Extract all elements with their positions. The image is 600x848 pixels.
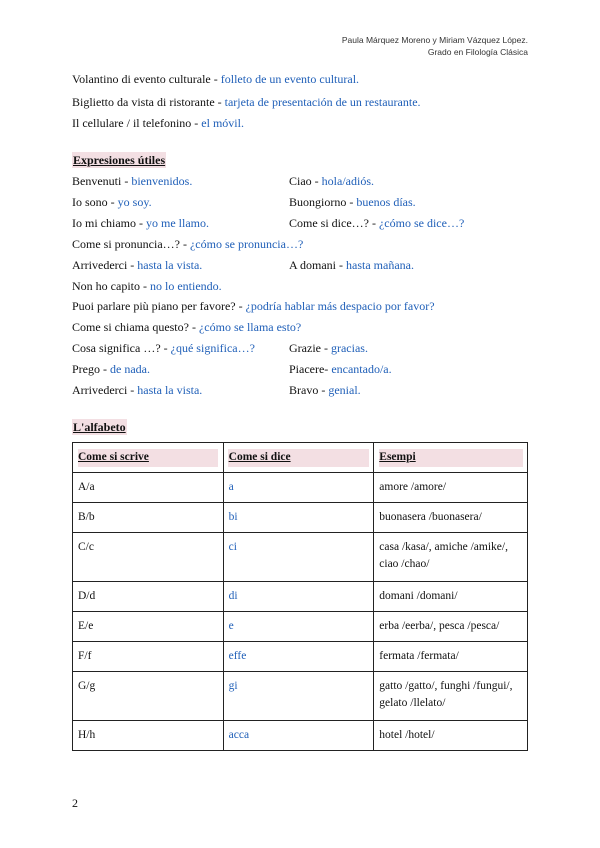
expression-right	[289, 194, 416, 210]
alphabet-table	[72, 442, 528, 751]
pronunciation-cell: a	[223, 473, 374, 503]
italian-phrase: Benvenuti -	[72, 174, 132, 188]
italian-phrase: Arrivederci -	[72, 258, 138, 272]
spanish-translation: ¿qué significa…?	[170, 341, 255, 355]
italian-phrase: Come si chiama questo? -	[72, 320, 199, 334]
italian-phrase: Non ho capito -	[72, 279, 150, 293]
spanish-translation: hasta la vista.	[137, 258, 203, 272]
pronunciation-cell: gi	[223, 672, 374, 721]
pronunciation-cell: bi	[223, 503, 374, 533]
italian-term: Biglietto da vista di ristorante -	[72, 95, 225, 109]
expression-left	[72, 278, 222, 294]
pronunciation-cell: ci	[223, 533, 374, 582]
table-header-row	[73, 443, 528, 473]
expression-left	[72, 319, 301, 335]
spanish-translation: no lo entiendo.	[149, 279, 222, 293]
expression-right	[289, 382, 361, 398]
spanish-translation: ¿cómo se llama esto?	[198, 320, 302, 334]
spanish-translation: folleto de un evento cultural.	[220, 72, 360, 86]
column-header-examples: Esempi	[374, 443, 528, 473]
italian-phrase: Prego -	[72, 362, 110, 376]
expressions-heading: Expresiones útiles	[73, 153, 166, 167]
header-degree: Grado en Filología Clásica	[427, 47, 528, 57]
italian-phrase: Puoi parlare più piano per favore? -	[72, 299, 246, 313]
italian-phrase: Arrivederci -	[72, 383, 138, 397]
table-row	[73, 642, 528, 672]
spanish-translation: tarjeta de presentación de un restaurante.	[224, 95, 421, 109]
spanish-translation: ¿cómo se pronuncia…?	[189, 237, 304, 251]
italian-phrase: Buongiorno -	[289, 195, 357, 209]
examples-cell: hotel /hotel/	[374, 721, 528, 751]
table-row	[73, 721, 528, 751]
pronunciation-cell: effe	[223, 642, 374, 672]
expression-right	[289, 215, 464, 231]
examples-cell: fermata /fermata/	[374, 642, 528, 672]
italian-phrase: Io sono -	[72, 195, 118, 209]
pronunciation-cell: acca	[223, 721, 374, 751]
spanish-translation: ¿podría hablar más despacio por favor?	[245, 299, 435, 313]
spanish-translation: hasta mañana.	[346, 258, 414, 272]
alphabet-heading: L'alfabeto	[73, 420, 126, 434]
column-header-written: Come si scrive	[73, 443, 224, 473]
page-header	[342, 34, 528, 58]
header-authors: Paula Márquez Moreno y Miriam Vázquez López.	[341, 35, 528, 45]
spanish-translation: bienvenidos.	[131, 174, 193, 188]
spanish-translation: yo me llamo.	[145, 216, 209, 230]
spanish-translation: encantado/a.	[331, 362, 392, 376]
spanish-translation: de nada.	[110, 362, 150, 376]
expression-right	[289, 340, 368, 356]
letter-cell: F/f	[73, 642, 224, 672]
spanish-translation: hola/adiós.	[321, 174, 374, 188]
examples-cell: amore /amore/	[374, 473, 528, 503]
spanish-translation: hasta la vista.	[137, 383, 203, 397]
table-row	[73, 612, 528, 642]
italian-phrase: A domani -	[289, 258, 346, 272]
intro-line-3	[72, 115, 244, 131]
examples-cell: erba /eerba/, pesca /pesca/	[374, 612, 528, 642]
spanish-translation: buenos días.	[356, 195, 416, 209]
italian-phrase: Come si dice…? -	[289, 216, 379, 230]
expression-left	[72, 173, 192, 189]
expression-left	[72, 361, 150, 377]
examples-cell: domani /domani/	[374, 582, 528, 612]
table-row	[73, 503, 528, 533]
column-header-said: Come si dice	[223, 443, 374, 473]
spanish-translation: yo soy.	[117, 195, 152, 209]
italian-phrase: Bravo -	[289, 383, 329, 397]
page-number: 2	[72, 796, 78, 810]
spanish-translation: ¿cómo se dice…?	[378, 216, 465, 230]
italian-phrase: Cosa significa …? -	[72, 341, 171, 355]
table-row	[73, 473, 528, 503]
expression-left	[72, 340, 255, 356]
spanish-translation: el móvil.	[201, 116, 244, 130]
table-row	[73, 582, 528, 612]
expression-left	[72, 257, 202, 273]
letter-cell: A/a	[73, 473, 224, 503]
pronunciation-cell: e	[223, 612, 374, 642]
expression-left	[72, 298, 435, 314]
letter-cell: D/d	[73, 582, 224, 612]
italian-term: Volantino di evento culturale -	[72, 72, 221, 86]
letter-cell: G/g	[73, 672, 224, 721]
examples-cell: casa /kasa/, amiche /amike/, ciao /chao/	[374, 533, 528, 582]
examples-cell: buonasera /buonasera/	[374, 503, 528, 533]
italian-phrase: Piacere-	[289, 362, 332, 376]
spanish-translation: gracias.	[330, 341, 368, 355]
letter-cell: E/e	[73, 612, 224, 642]
expression-left	[72, 382, 202, 398]
letter-cell: H/h	[73, 721, 224, 751]
examples-cell: gatto /gatto/, funghi /fungui/, gelato /llelato/	[374, 672, 528, 721]
italian-phrase: Come si pronuncia…? -	[72, 237, 190, 251]
italian-phrase: Io mi chiamo -	[72, 216, 146, 230]
expression-right	[289, 173, 374, 189]
intro-line-2	[72, 94, 421, 110]
spanish-translation: genial.	[328, 383, 361, 397]
letter-cell: C/c	[73, 533, 224, 582]
expression-left	[72, 194, 152, 210]
intro-line-1	[72, 71, 359, 87]
expression-right	[289, 361, 392, 377]
italian-phrase: Grazie -	[289, 341, 331, 355]
italian-phrase: Ciao -	[289, 174, 322, 188]
table-row	[73, 672, 528, 721]
expression-left	[72, 236, 303, 252]
table-row	[73, 533, 528, 582]
letter-cell: B/b	[73, 503, 224, 533]
italian-term: Il cellulare / il telefonino -	[72, 116, 202, 130]
pronunciation-cell: di	[223, 582, 374, 612]
expression-right	[289, 257, 414, 273]
expression-left	[72, 215, 209, 231]
